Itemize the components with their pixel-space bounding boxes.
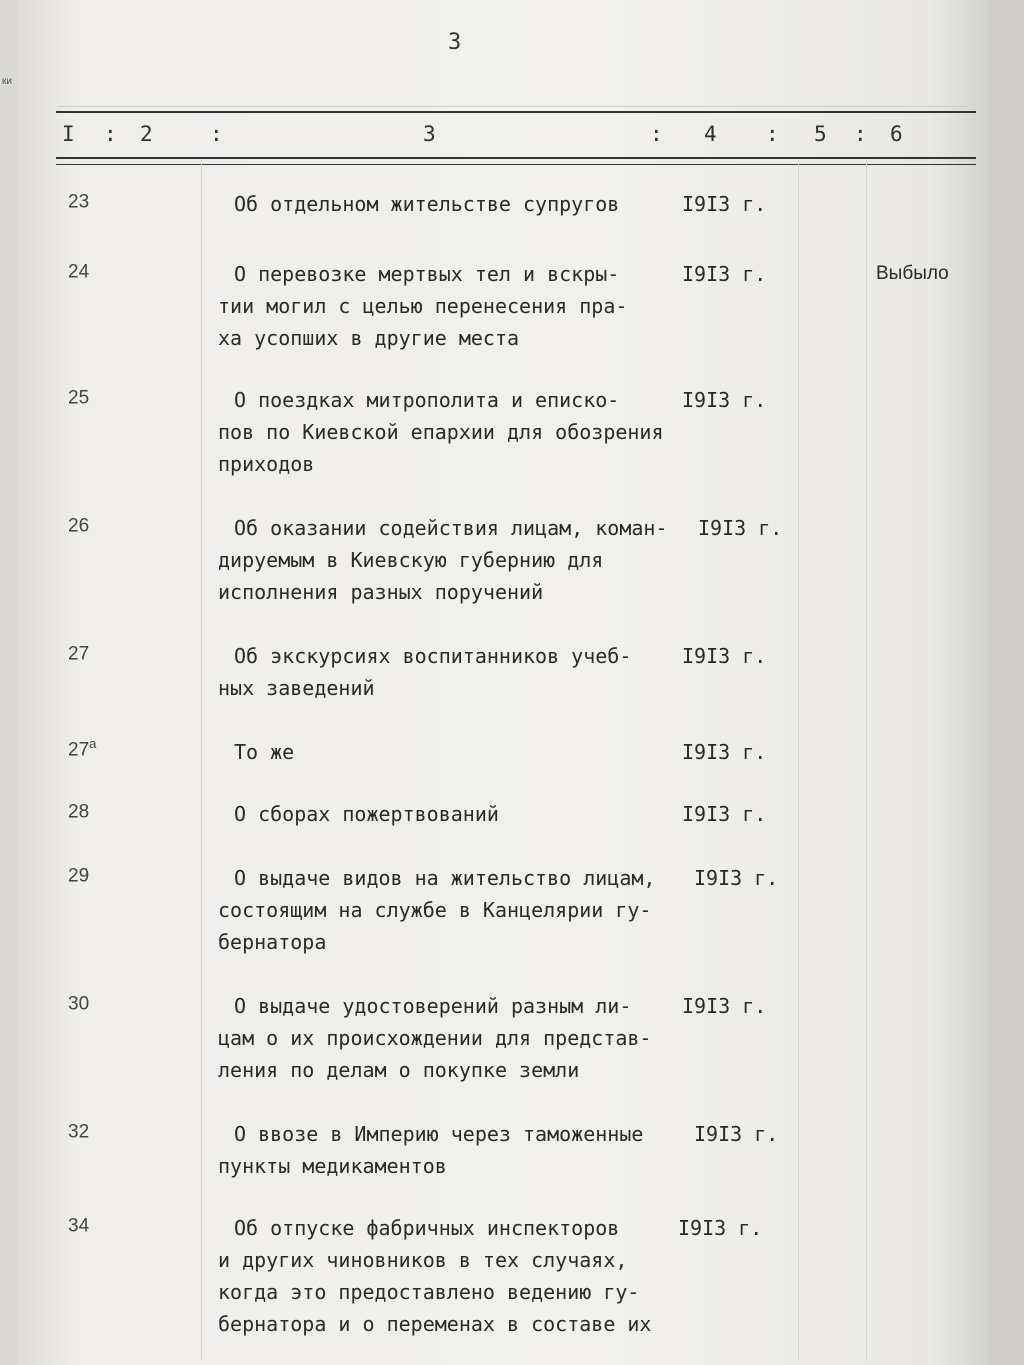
column-separator: : bbox=[854, 122, 867, 146]
column-header-6: 6 bbox=[890, 122, 903, 146]
entry-title-line: цам о их происхождении для представ- bbox=[218, 1026, 652, 1050]
faded-header-row bbox=[58, 78, 968, 107]
entry-title-line: дируемым в Киевскую губернию для bbox=[218, 548, 604, 572]
entry-date: I9I3 г. bbox=[682, 802, 767, 826]
entry-title-line: приходов bbox=[218, 452, 315, 476]
column-divider bbox=[201, 160, 202, 1360]
entry-number: 23 bbox=[68, 191, 90, 213]
entry-number: 27 bbox=[68, 643, 90, 665]
entry-date: I9I3 г. bbox=[682, 388, 767, 412]
entry-title bbox=[218, 258, 678, 354]
column-separator: : bbox=[650, 122, 663, 146]
column-header-3: 3 bbox=[423, 122, 436, 146]
document-page bbox=[18, 0, 988, 1365]
entry-title bbox=[218, 188, 678, 220]
entry-number: 24 bbox=[68, 261, 90, 283]
header-top-rule bbox=[56, 111, 976, 113]
entry-title-line: О перевозке мертвых тел и вскры- bbox=[234, 262, 620, 286]
entry-title bbox=[218, 1118, 678, 1182]
entry-title bbox=[218, 1212, 678, 1340]
entry-title bbox=[218, 990, 678, 1086]
column-separator: : bbox=[104, 122, 117, 146]
entry-title-line: пункты медикаментов bbox=[218, 1154, 447, 1178]
entry-number: 28 bbox=[68, 801, 90, 823]
entry-title-line: Об отдельном жительстве супругов bbox=[234, 192, 620, 216]
column-header-1: I bbox=[62, 122, 75, 146]
entry-title bbox=[218, 798, 678, 830]
entry-date: I9I3 г. bbox=[682, 644, 767, 668]
entry-title-line: состоящим на службе в Канцелярии гу- bbox=[218, 898, 652, 922]
entry-title bbox=[218, 736, 678, 768]
entry-title-line: ления по делам о покупке земли bbox=[218, 1058, 580, 1082]
entry-date: I9I3 г. bbox=[678, 1216, 763, 1240]
entry-number: 26 bbox=[68, 515, 90, 537]
entry-title-line: О сборах пожертвований bbox=[234, 802, 499, 826]
entry-title-line: ных заведений bbox=[218, 676, 375, 700]
entry-number: 32 bbox=[68, 1121, 90, 1143]
entry-date: I9I3 г. bbox=[682, 740, 767, 764]
entry-number: 25 bbox=[68, 387, 90, 409]
entry-title bbox=[218, 862, 678, 958]
entry-title-line: пов по Киевской епархии для обозрения bbox=[218, 420, 664, 444]
column-header-2: 2 bbox=[140, 122, 153, 146]
entry-number: 34 bbox=[68, 1215, 90, 1237]
entry-date: I9I3 г. bbox=[682, 262, 767, 286]
entry-title-line: тии могил с целью перенесения пра- bbox=[218, 294, 628, 318]
edge-text-fragment: ки bbox=[2, 76, 12, 87]
left-page-edge bbox=[0, 0, 19, 1365]
entry-date: I9I3 г. bbox=[694, 1122, 779, 1146]
entry-title-line: О выдаче видов на жительство лицам, bbox=[234, 866, 656, 890]
entry-title-line: и других чиновников в тех случаях, bbox=[218, 1248, 628, 1272]
entry-title-line: О поездках митрополита и еписко- bbox=[234, 388, 620, 412]
entry-date: I9I3 г. bbox=[698, 516, 783, 540]
column-separator: : bbox=[210, 122, 223, 146]
entry-date: I9I3 г. bbox=[694, 866, 779, 890]
entry-date: I9I3 г. bbox=[682, 192, 767, 216]
entry-title-line: бернатора и о переменах в составе их bbox=[218, 1312, 652, 1336]
entry-number: 29 bbox=[68, 865, 90, 887]
entry-title-line: Об оказании содействия лицам, коман- bbox=[234, 516, 668, 540]
entry-date: I9I3 г. bbox=[682, 994, 767, 1018]
column-header-5: 5 bbox=[814, 122, 827, 146]
column-separator: : bbox=[766, 122, 779, 146]
entry-number: 30 bbox=[68, 993, 90, 1015]
entry-title bbox=[218, 512, 678, 608]
entry-title-line: ха усопших в другие места bbox=[218, 326, 520, 350]
header-bottom-rule-thin bbox=[56, 164, 976, 165]
column-header-4: 4 bbox=[704, 122, 717, 146]
entry-title-line: бернатора bbox=[218, 930, 327, 954]
entry-title-line: О ввозе в Империю через таможенные bbox=[234, 1122, 644, 1146]
entry-title-line: О выдаче удостоверений разным ли- bbox=[234, 994, 632, 1018]
right-page-edge bbox=[988, 0, 1024, 1365]
entry-title-line: То же bbox=[234, 740, 295, 764]
entry-title-line: Об экскурсиях воспитанников учеб- bbox=[234, 644, 632, 668]
entry-number: $27^а$ bbox=[68, 736, 97, 761]
column-divider bbox=[866, 160, 867, 1360]
entry-title-line: когда это предоставлено ведению гу- bbox=[218, 1280, 640, 1304]
page-number: 3 bbox=[448, 30, 462, 55]
entry-title-line: Об отпуске фабричных инспекторов bbox=[234, 1216, 620, 1240]
entry-title bbox=[218, 384, 678, 480]
column-divider bbox=[798, 160, 799, 1360]
header-bottom-rule bbox=[56, 157, 976, 159]
entry-note: Выбыло bbox=[876, 263, 949, 284]
entry-title bbox=[218, 640, 678, 704]
entry-title-line: исполнения разных поручений bbox=[218, 580, 544, 604]
